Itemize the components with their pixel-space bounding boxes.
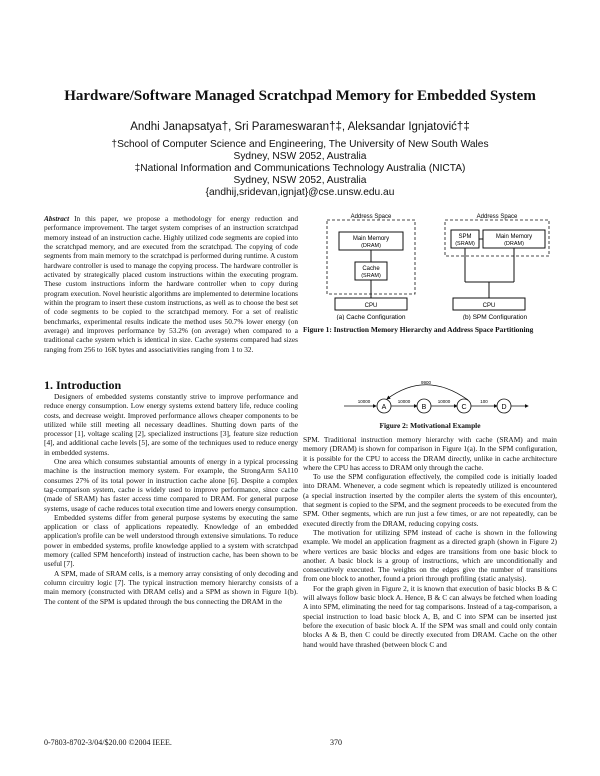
node-c-label: C <box>461 404 467 411</box>
address-space-label-a: Address Space <box>350 214 392 220</box>
main-memory-label-a: Main Memory <box>352 236 390 242</box>
node-d-label: D <box>501 404 507 411</box>
page-number: 370 <box>330 738 342 747</box>
right-paragraph-2: To use the SPM configuration effectively, the compiled code is initially loaded into DRAM. Whenever, a code segment which is repeatedly utilized is encountered (a special instruction inserted by the compiler alerts the system of this encounter), that segment is copied to the SPM, and the segment proceeds to be executed from the SPM. Other segments, which are run just a few times, or are not repeatedly, can be executed directly from the DRAM, reducing copying costs. <box>303 472 557 528</box>
intro-paragraph-4: A SPM, made of SRAM cells, is a memory array consisting of only decoding and column circuitry logic [7]. The typical instruction memory hierarchy consists of a main memory (constructed with DRAM cells) and a SPM as shown in Figure 1(b). The content of the SPM is updated through the bus connecting the DRAM in the <box>44 568 298 606</box>
dram-label-b: (DRAM) <box>504 241 524 247</box>
cache-configuration <box>327 214 415 320</box>
copyright-footer: 0-7803-8702-3/04/$20.00 ©2004 IEEE. <box>44 738 172 747</box>
affiliation-line-2: Sydney, NSW 2052, Australia <box>233 151 367 162</box>
edge-c-d-label: 100 <box>480 399 488 404</box>
affiliation-line-1: †School of Computer Science and Engineering, The University of New South Wales <box>111 139 489 150</box>
spm-label: SPM <box>458 234 472 240</box>
edge-c-a-label: 9900 <box>420 380 432 385</box>
abstract <box>44 214 298 354</box>
intro-paragraph-3: Embedded systems differ from general purpose systems by executing the same application or class of applications repeatedly. Knowledge of an embedded application's profile can be well understood through extensive simulations. To reduce power in embedded systems, profile knowledge applied to a system with scratchpad memory (called SPM henceforth) instead of instruction cache, has been shown to be useful [7]. <box>44 512 298 569</box>
author-list: Andhi Janapsatya†, Sri Parameswaran†‡, Aleksandar Ignjatović†‡ <box>130 121 470 133</box>
figure-1-diagram <box>305 212 555 320</box>
main-memory-label-b: Main Memory <box>495 234 533 240</box>
node-b-label: B <box>421 404 427 411</box>
figure-1-caption: Figure 1: Instruction Memory Hierarchy and Address Space Partitioning <box>303 325 534 334</box>
intro-paragraph-1: Designers of embedded systems constantly strive to improve performance and reduce energy consumption. Low energy systems extend battery life, reduce cooling costs, and decrease weight. Improved performance allows cheaper components to be utilized while still meeting all necessary deadlines. Shutting down parts of the processor [1], voltage scaling [2], specialized instructions [3], feature size reduction [4], and additional cache levels [5], are some of the techniques used to reduce energy in embedded systems. <box>44 392 298 457</box>
right-paragraph-3: The motivation for utilizing SPM instead of cache is shown in the following example. We model an application fragment as a directed graph (shown in Figure 2) where vertices are basic blocks and edges are transitions from one basic block to another. A basic block is a group of instructions, which are unconditionally and consecutively executed. The weights on the edges give the number of transitions from one block to another, found a priori through profiling (static analysis). <box>303 527 557 584</box>
dram-label-a: (DRAM) <box>361 243 381 249</box>
affiliation-line-3: ‡National Information and Communications Technology Australia (NICTA) <box>134 163 466 174</box>
spm-configuration <box>445 214 549 320</box>
cache-label: Cache <box>362 266 380 272</box>
edge-in-label: 10000 <box>357 399 371 404</box>
email-line: {andhij,sridevan,ignjat}@cse.unsw.edu.au <box>205 187 395 198</box>
subcaption-a: (a) Cache Configuration <box>336 314 406 320</box>
right-column-body <box>303 435 557 649</box>
cpu-label-b: CPU <box>482 303 496 309</box>
section-heading-introduction: 1. Introduction <box>44 378 122 392</box>
figure-2-caption: Figure 2: Motivational Example <box>379 421 481 430</box>
spm-sram-label: (SRAM) <box>455 241 475 247</box>
cpu-label-a: CPU <box>364 303 378 309</box>
subcaption-b: (b) SPM Configuration <box>462 314 528 320</box>
edge-a-b-label: 10000 <box>397 399 411 404</box>
edge-c-a <box>387 385 468 400</box>
node-a-label: A <box>381 404 387 411</box>
cache-sram-label: (SRAM) <box>361 273 381 279</box>
edge-b-c-label: 10000 <box>437 399 451 404</box>
intro-paragraph-2: One area which consumes substantial amounts of energy in a typical processing machine is the instruction memory system. For example, the StrongArm SA110 consumes 27% of its total power in instruction cache alone [6]. Despite a complex tag-comparison system, cache is widely used to improve performance, since cache (made of SRAM) has faster access time compared to DRAM. For general purpose systems, usage of cache reduces total execution time and lowers energy consumption. <box>44 457 298 513</box>
abstract-text: In this paper, we propose a methodology for energy reduction and performance improvement. The target system comprises of an instruction scratchpad memory instead of an instruction cache. Highly utilized code segments are copied into the scratchpad memory, and are executed from the scratchpad. The copying of code segments from main memory to the scratchpad is performed during runtime. A custom hardware controller is used to manage the copying process. The hardware controller is activated by strategically placed custom instructions within the executing program. These custom instructions inform the hardware controller when to copy during program execution. Novel heuristic algorithms are implemented to determine locations within the program to insert these custom instructions, as well as to choose the best set of code segments to be copied to the scratchpad memory. For a set of realistic benchmarks, experimental results indicate the method uses 50.7% lower energy (on average) and improves performance by 53.2% (on average) when compared to a traditional cache system which is identical in size. Cache systems compared had sizes ranging from 256 to 16K bytes and associativities ranging from 1 to 32. <box>44 214 298 354</box>
address-space-label-b: Address Space <box>476 214 518 220</box>
left-column-body <box>44 392 298 606</box>
right-paragraph-4: For the graph given in Figure 2, it is known that execution of basic blocks B & C will always follow basic block A. Hence, B & C can always be fetched when loading A into SPM, eliminating the need for tag comparisons. Instead of a tag-comparison, a special instruction to load basic block A, B, and C into SPM can be inserted just before the execution of basic block A. If the SPM was small and could only contain blocks A & B, then C could be directly executed from DRAM. Cache on the other hand would have thrashed (between block C and <box>303 583 557 649</box>
abstract-label: Abstract <box>44 214 70 223</box>
affiliation-line-4: Sydney, NSW 2052, Australia <box>233 175 367 186</box>
paper-title: Hardware/Software Managed Scratchpad Memory for Embedded System <box>64 88 536 104</box>
right-paragraph-1: SPM. Traditional instruction memory hierarchy with cache (SRAM) and main memory (DRAM) is shown for comparison in Figure 1(a). In the SPM configuration, it is possible for the CPU to access the DRAM directly, unlike in cache architecture where the CPU has access to DRAM only through the cache. <box>303 435 557 472</box>
figure-2-diagram <box>340 376 530 418</box>
